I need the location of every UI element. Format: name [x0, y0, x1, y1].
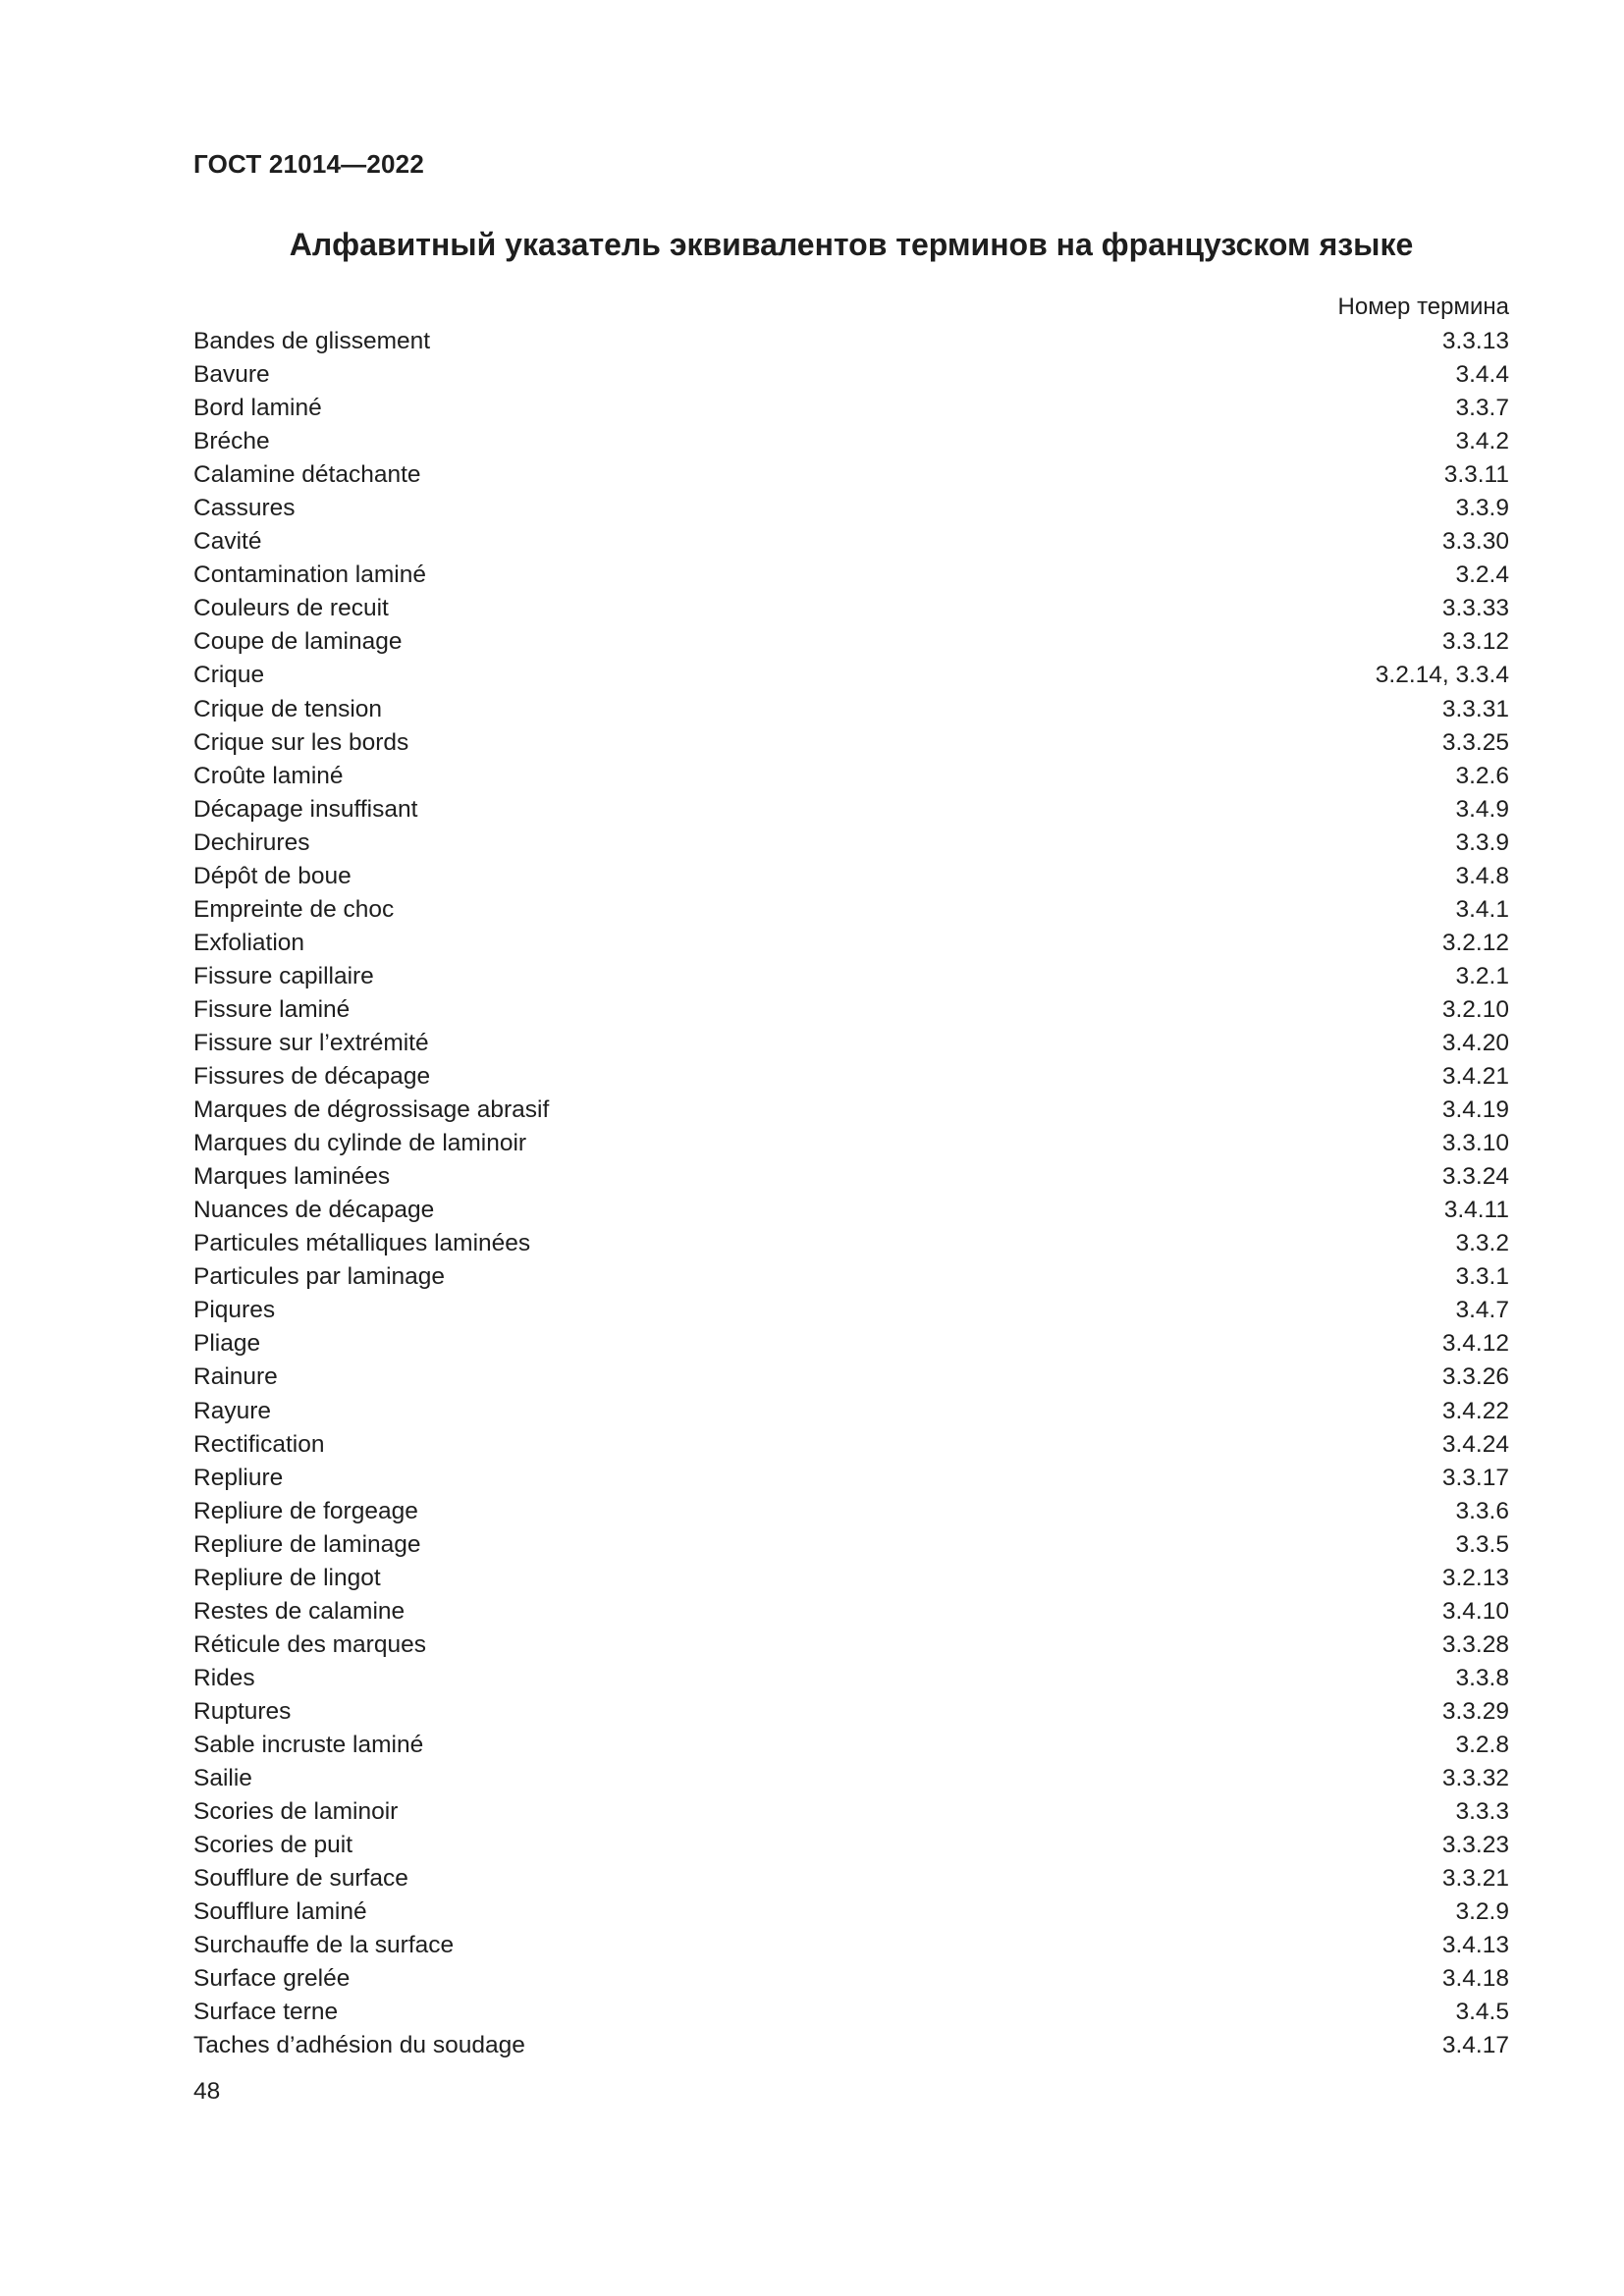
index-entry [193, 1361, 1509, 1394]
index-entry [193, 893, 1509, 927]
entry-term-number: 3.3.1 [1455, 1263, 1509, 1291]
entry-term: Scories de puit [193, 1832, 353, 1859]
entry-term-number: 3.2.6 [1455, 762, 1509, 789]
entry-term: Pliage [193, 1330, 261, 1358]
entry-term-number: 3.3.5 [1455, 1530, 1509, 1558]
entry-term: Cavité [193, 528, 262, 556]
entry-term: Sailie [193, 1765, 252, 1792]
entry-term: Repliure de forgeage [193, 1497, 418, 1524]
entry-term-number: 3.2.4 [1455, 561, 1509, 589]
entry-term: Dechirures [193, 828, 310, 856]
index-entry [193, 592, 1509, 625]
term-number-column-header: Номер термина [1337, 294, 1509, 320]
entry-term-number: 3.3.6 [1455, 1497, 1509, 1524]
index-entry [193, 726, 1509, 760]
entry-term-number: 3.3.12 [1441, 628, 1509, 656]
entry-term-number: 3.2.14, 3.3.4 [1375, 662, 1509, 689]
entry-term: Rainure [193, 1363, 278, 1391]
entry-term-number: 3.4.24 [1441, 1430, 1509, 1458]
entry-term: Crique sur les bords [193, 728, 409, 756]
index-entry [193, 1194, 1509, 1227]
index-entry [193, 492, 1509, 525]
entry-term-number: 3.4.22 [1441, 1397, 1509, 1424]
entry-term-number: 3.4.19 [1441, 1096, 1509, 1124]
entry-term: Rayure [193, 1397, 271, 1424]
entry-term: Exfoliation [193, 929, 305, 956]
entry-term-number: 3.4.7 [1455, 1297, 1509, 1324]
index-entry [193, 1729, 1509, 1762]
index-entry [193, 1227, 1509, 1260]
entry-term-number: 3.3.7 [1455, 395, 1509, 422]
index-entry [193, 693, 1509, 726]
entry-term-number: 3.4.13 [1441, 1932, 1509, 1959]
entry-term-number: 3.4.1 [1455, 895, 1509, 923]
index-entry [193, 1662, 1509, 1695]
index-entry [193, 325, 1509, 358]
index-entry [193, 1862, 1509, 1896]
entry-term: Bavure [193, 361, 270, 389]
entry-term: Contamination laminé [193, 561, 426, 589]
index-entry [193, 1996, 1509, 2029]
entry-term-number: 3.3.10 [1441, 1130, 1509, 1157]
entry-term-number: 3.3.13 [1441, 328, 1509, 354]
entry-term: Croûte laminé [193, 762, 344, 789]
index-entry [193, 827, 1509, 860]
index-entry [193, 458, 1509, 492]
index-entry [193, 1629, 1509, 1662]
entry-term: Taches d’adhésion du soudage [193, 2032, 525, 2059]
entry-term: Nuances de décapage [193, 1197, 435, 1224]
index-entry [193, 1395, 1509, 1428]
entry-term: Fissure capillaire [193, 962, 374, 989]
entry-term: Rectification [193, 1430, 325, 1458]
index-entry [193, 1762, 1509, 1795]
entry-term: Crique [193, 662, 265, 689]
index-entry [193, 1495, 1509, 1528]
index-entry [193, 425, 1509, 458]
entry-term-number: 3.3.8 [1455, 1664, 1509, 1691]
entry-term-number: 3.3.29 [1441, 1697, 1509, 1725]
entry-term-number: 3.2.10 [1441, 995, 1509, 1023]
index-entry [193, 1260, 1509, 1294]
entry-term-number: 3.3.31 [1441, 695, 1509, 722]
index-entry [193, 760, 1509, 793]
entry-term: Couleurs de recuit [193, 595, 389, 622]
index-entry [193, 559, 1509, 592]
entry-term-number: 3.4.8 [1455, 862, 1509, 889]
entry-term: Crique de tension [193, 695, 383, 722]
entry-term-number: 3.2.13 [1441, 1564, 1509, 1591]
entry-term: Calamine détachante [193, 461, 421, 489]
index-entry [193, 2029, 1509, 2062]
entry-term: Marques de dégrossisage abrasif [193, 1096, 550, 1124]
entry-term: Repliure de laminage [193, 1530, 421, 1558]
entry-term-number: 3.4.20 [1441, 1029, 1509, 1056]
index-entry [193, 1462, 1509, 1495]
entry-term: Soufflure de surface [193, 1865, 408, 1893]
index-entry [193, 358, 1509, 392]
entry-term-number: 3.4.4 [1455, 361, 1509, 389]
entry-term-number: 3.3.9 [1455, 828, 1509, 856]
entry-term: Surface terne [193, 1999, 339, 2026]
entry-term: Piqures [193, 1297, 276, 1324]
entry-term-number: 3.4.2 [1455, 428, 1509, 455]
entry-term: Rides [193, 1664, 255, 1691]
index-entry [193, 1060, 1509, 1094]
index-entry [193, 1027, 1509, 1060]
index-entry [193, 625, 1509, 659]
entry-term: Bord laminé [193, 395, 322, 422]
entry-term: Dépôt de boue [193, 862, 352, 889]
entry-term-number: 3.4.5 [1455, 1999, 1509, 2026]
entry-term-number: 3.4.21 [1441, 1063, 1509, 1091]
entry-term: Décapage insuffisant [193, 795, 418, 823]
entry-term: Particules métalliques laminées [193, 1230, 531, 1257]
index-entry [193, 1829, 1509, 1862]
index-entry [193, 1795, 1509, 1829]
entry-term: Restes de calamine [193, 1597, 406, 1625]
index-entry [193, 1896, 1509, 1929]
entry-term-number: 3.3.21 [1441, 1865, 1509, 1893]
entry-term-number: 3.4.11 [1443, 1197, 1509, 1224]
index-entry [193, 993, 1509, 1027]
page-title: Алфавитный указатель эквивалентов терминов на французском языке [289, 227, 1414, 262]
entry-term: Fissure laminé [193, 995, 351, 1023]
entry-term: Ruptures [193, 1697, 292, 1725]
entry-term: Surchauffe de la surface [193, 1932, 455, 1959]
index-entry [193, 1528, 1509, 1562]
entry-term: Repliure [193, 1464, 284, 1491]
entry-term-number: 3.4.17 [1441, 2032, 1509, 2059]
entry-term-number: 3.3.23 [1441, 1832, 1509, 1859]
index-entry [193, 392, 1509, 425]
index-entry [193, 927, 1509, 960]
entry-term-number: 3.3.24 [1441, 1163, 1509, 1191]
index-entry [193, 1562, 1509, 1595]
entry-term-number: 3.2.9 [1455, 1898, 1509, 1926]
index-entry [193, 1962, 1509, 1996]
entry-term-number: 3.4.9 [1455, 795, 1509, 823]
entry-term-number: 3.3.26 [1441, 1363, 1509, 1391]
entry-term: Scories de laminoir [193, 1798, 399, 1826]
index-entry [193, 1094, 1509, 1127]
entry-term-number: 3.3.2 [1455, 1230, 1509, 1257]
entry-term-number: 3.3.9 [1455, 495, 1509, 522]
index-entry [193, 525, 1509, 559]
document-code: ГОСТ 21014—2022 [193, 149, 424, 179]
entry-term-number: 3.4.12 [1441, 1330, 1509, 1358]
entry-term: Marques du cylinde de laminoir [193, 1130, 527, 1157]
entry-term-number: 3.3.32 [1441, 1765, 1509, 1792]
entry-term: Réticule des marques [193, 1630, 426, 1658]
entry-term: Empreinte de choc [193, 895, 395, 923]
entry-term: Fissures de décapage [193, 1063, 431, 1091]
entry-term-number: 3.3.28 [1441, 1630, 1509, 1658]
index-entry [193, 1695, 1509, 1729]
index-entry [193, 1595, 1509, 1629]
index-entry [193, 1327, 1509, 1361]
index-entry [193, 1428, 1509, 1462]
term-index-list [193, 325, 1509, 2062]
index-entry [193, 860, 1509, 893]
entry-term: Soufflure laminé [193, 1898, 367, 1926]
entry-term: Marques laminées [193, 1163, 391, 1191]
entry-term-number: 3.3.25 [1441, 728, 1509, 756]
index-entry [193, 1160, 1509, 1194]
entry-term: Repliure de lingot [193, 1564, 381, 1591]
entry-term-number: 3.3.11 [1443, 461, 1509, 489]
entry-term: Bandes de glissement [193, 328, 431, 354]
entry-term: Coupe de laminage [193, 628, 403, 656]
entry-term: Particules par laminage [193, 1263, 446, 1291]
entry-term-number: 3.4.18 [1441, 1965, 1509, 1993]
index-entry [193, 960, 1509, 993]
entry-term: Bréche [193, 428, 270, 455]
index-entry [193, 1294, 1509, 1327]
page-number: 48 [193, 2078, 221, 2105]
entry-term-number: 3.3.3 [1455, 1798, 1509, 1826]
entry-term-number: 3.3.17 [1441, 1464, 1509, 1491]
entry-term: Surface grelée [193, 1965, 351, 1993]
entry-term: Fissure sur l’extrémité [193, 1029, 429, 1056]
index-entry [193, 793, 1509, 827]
entry-term-number: 3.3.30 [1441, 528, 1509, 556]
entry-term-number: 3.3.33 [1441, 595, 1509, 622]
index-entry [193, 1929, 1509, 1962]
entry-term-number: 3.2.12 [1441, 929, 1509, 956]
entry-term-number: 3.2.1 [1455, 962, 1509, 989]
entry-term: Cassures [193, 495, 296, 522]
entry-term-number: 3.4.10 [1441, 1597, 1509, 1625]
entry-term-number: 3.2.8 [1455, 1731, 1509, 1758]
index-entry [193, 1127, 1509, 1160]
entry-term: Sable incruste laminé [193, 1731, 424, 1758]
index-entry [193, 659, 1509, 692]
